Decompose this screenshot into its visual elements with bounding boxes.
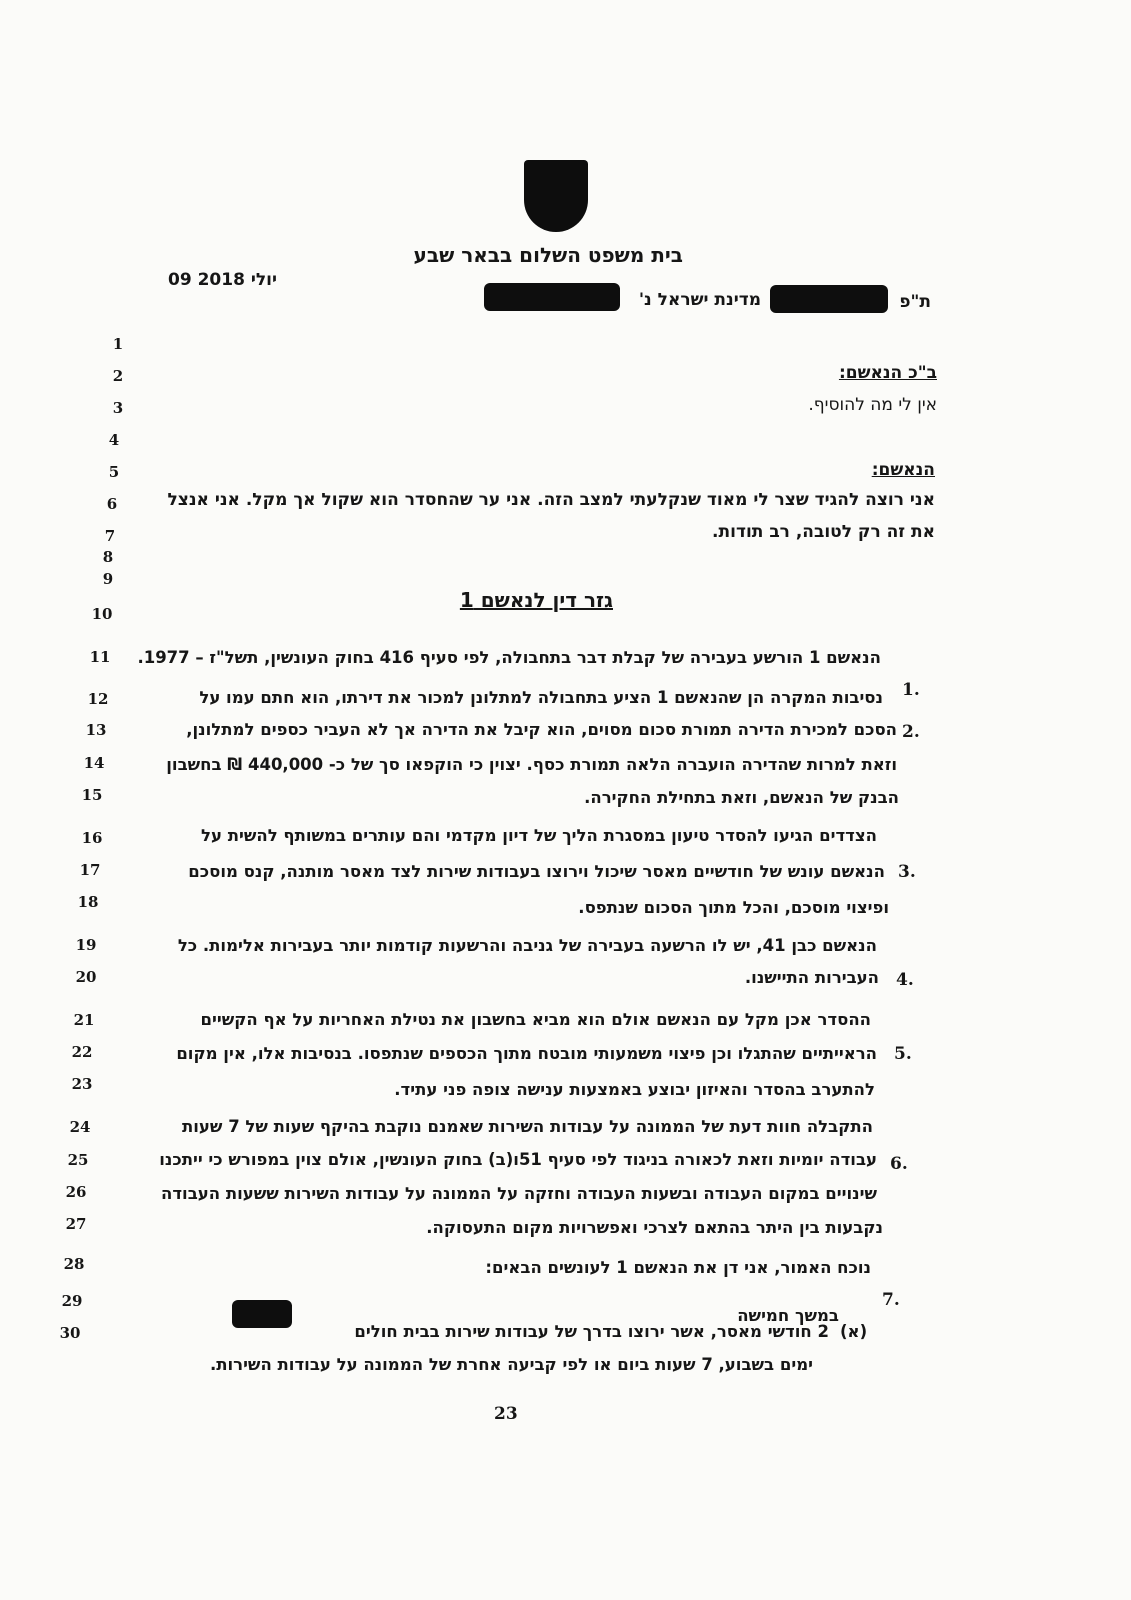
line-number: 21 [73,1011,95,1029]
line-number: 11 [89,648,111,666]
line-number: 26 [65,1183,87,1201]
paragraph-line: שינויים במקום העבודה ובשעות העבודה וחזקה על הממונה על עבודות השירות ששעות העבודה [161,1184,877,1203]
defendant-statement-line: אני רוצה להגיד שצר לי מאוד שנקלעתי למצב הזה. אני ער שהחסדר הוא שקול אך מקל. אני אנצל [167,490,935,510]
paragraph-line: להתערב בהסדר והאיזון יבוצע באמצעות ענישה צופה פני עתיד. [394,1080,875,1099]
paragraph-number: 6. [890,1154,908,1174]
defense-statement: אין לי מה להוסיף. [808,395,937,415]
line-number: 12 [87,690,109,708]
paragraph-line: הנאשם 1 הורשע בעבירה של קבלת דבר בתחבולה, לפי סעיף 416 בחוק העונשין, תשל"ז – 1977. [137,648,881,667]
redaction-defendant-name [484,283,620,311]
paragraph-number: 3. [898,862,916,882]
line-number: 25 [67,1151,89,1169]
line-number: 22 [71,1043,93,1061]
sub-item-line: במשך חמישה [737,1306,839,1325]
paragraph-line: הנאשם כבן 41, יש לו הרשעה בעבירה של גניבה והרשעות קודמות יותר בעבירות אלימות. כל [177,936,877,955]
line-number: 6 [106,495,118,513]
line-number: 28 [63,1255,85,1273]
paragraph-line: העבירות התיישנו. [744,968,879,987]
paragraph-number: 1. [902,680,920,700]
paragraph-number: 4. [896,970,914,990]
sub-item-line: ימים בשבוע, 7 שעות ביום או לפי קביעה אחרת של הממונה על עבודות השירות. [209,1355,813,1374]
sub-item-line: 2 חודשי מאסר, אשר ירוצו בדרך של עבודות שירות בבית חולים [354,1322,829,1341]
court-emblem-redacted [524,160,588,232]
line-number: 19 [75,936,97,954]
line-number: 4 [108,431,120,449]
court-name: בית משפט השלום בבאר שבע [413,243,683,267]
line-number: 3 [112,399,124,417]
paragraph-line: עבודה יומיות וזאת לכאורה בניגוד לפי סעיף 51ו(ב) בחוק העונשין, אולם צוין במפורש כי ייתכנו [159,1150,877,1169]
paragraph-line: התקבלה חוות דעת של הממונה על עבודות השירות שאמנם נוקבת בהיקף שעות של 7 שעות [182,1117,873,1136]
page-number: 23 [494,1404,518,1424]
case-prefix: ת"פ [899,292,931,312]
line-number: 27 [65,1215,87,1233]
line-number: 24 [69,1118,91,1136]
paragraph-line: הצדדים הגיעו להסדר טיעון במסגרת הליך של דיון מקדמי והם עותרים במשותף להשית על [201,826,877,845]
defendant-heading: הנאשם: [871,460,935,480]
line-number: 7 [104,527,116,545]
line-number: 20 [75,968,97,986]
paragraph-line: הנאשם עונש של חודשיים מאסר שיכול וירוצו בעבודות שירות לצד מאסר מותנה, קנס מוסכם [188,862,885,881]
line-number: 30 [59,1324,81,1342]
document-date: 09 יולי 2018 [168,270,277,290]
redaction-case-number [770,285,888,313]
case-parties: מדינת ישראל נ' [638,290,761,310]
paragraph-number: 7. [882,1290,900,1310]
line-number: 8 [102,548,114,566]
defense-heading: ב"כ הנאשם: [838,363,937,383]
paragraph-line: נקבעות בין היתר בהתאם לצרכי ואפשרויות מקום התעסוקה. [426,1218,883,1237]
sub-item-label: (א) [840,1322,868,1341]
line-number: 18 [77,893,99,911]
paragraph-line: נוכח האמור, אני דן את הנאשם 1 לעונשים הבאים: [485,1258,871,1277]
line-number: 1 [112,335,124,353]
paragraph-line: הראייתיים שהתגלו וכן פיצוי משמעותי מובטח מתוך הכספים שנתפסו. בנסיבות אלו, אין מקום [176,1044,877,1063]
paragraph-line: ופיצוי מוסכם, והכל מתוך הסכום שנתפס. [578,898,889,917]
paragraph-line: נסיבות המקרה הן שהנאשם 1 הציע בתחבולה למתלונן למכור את דירתו, הוא חתם עמו על [199,688,883,707]
line-number: 5 [108,463,120,481]
line-number: 10 [91,605,113,623]
paragraph-number: 5. [894,1044,912,1064]
line-number: 29 [61,1292,83,1310]
redaction-hospital-name [232,1300,292,1328]
paragraph-line: הסכם למכירת הדירה תמורת סכום מסוים, הוא קיבל את הדירה אך לא העביר כספים למתלונן, [186,720,897,739]
paragraph-line: וזאת למרות שהדירה הועברה הלאה תמורת כסף. יצוין כי הוקפאו סך של כ- 440,000 ₪ בחשבון [166,755,897,774]
paragraph-number: 2. [902,722,920,742]
line-number: 9 [102,570,114,588]
line-number: 2 [112,367,124,385]
paragraph-line: הבנק של הנאשם, וזאת בתחילת החקירה. [584,788,899,807]
verdict-title: גזר דין לנאשם 1 [459,588,613,612]
paragraph-line: ההסדר אכן מקל עם הנאשם אולם הוא מביא בחשבון את נטילת האחריות על אף הקשיים [200,1010,871,1029]
defendant-statement-line: את זה רק לטובה, רב תודות. [712,522,935,542]
line-number: 14 [83,754,105,772]
line-number: 16 [81,829,103,847]
line-number: 15 [81,786,103,804]
line-number: 23 [71,1075,93,1093]
line-number: 13 [85,721,107,739]
line-number: 17 [79,861,101,879]
